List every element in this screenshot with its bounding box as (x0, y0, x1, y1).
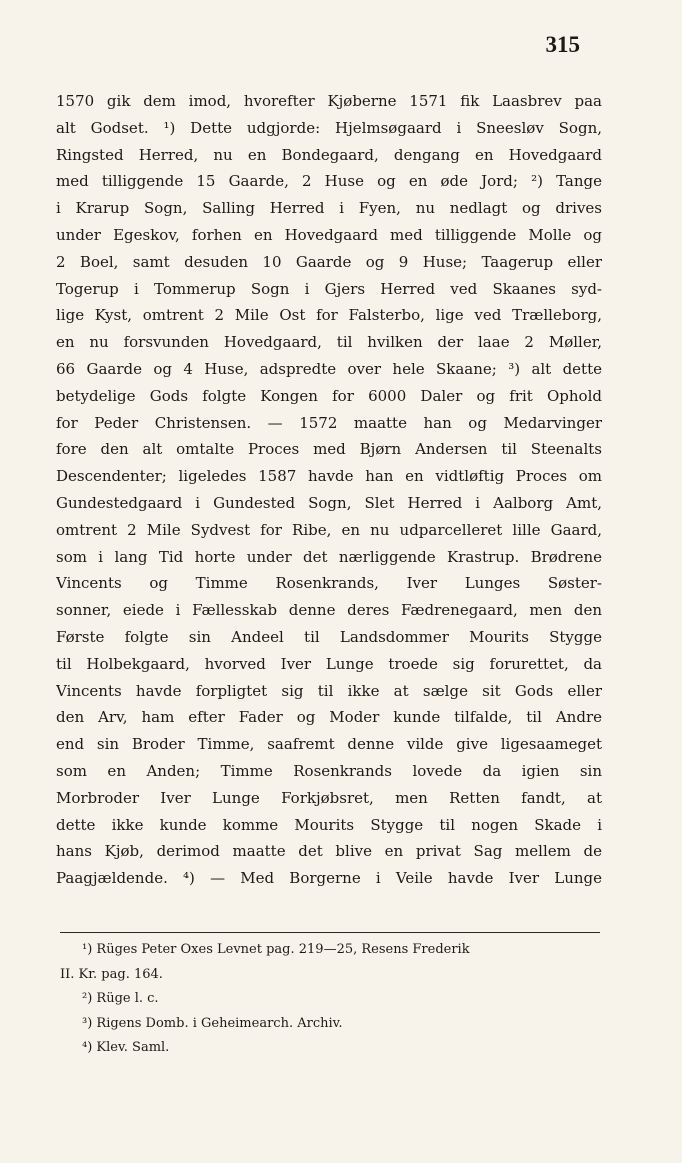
text-line: med tilliggende 15 Gaarde, 2 Huse og en øde Jord; ²) Tange (56, 172, 602, 191)
footnote: ²) Rüge l. c. (82, 991, 159, 1006)
page-number: 315 (545, 32, 580, 57)
footnote: ¹) Rüges Peter Oxes Levnet pag. 219—25, Resens Frederik (82, 942, 470, 957)
text-line: som i lang Tid horte under det nærliggende Krastrup. Brødrene (56, 547, 602, 566)
text-line: lige Kyst, omtrent 2 Mile Ost for Falsterbo, lige ved Trælleborg, (56, 306, 602, 325)
text-line: dette ikke kunde komme Mourits Stygge til nogen Skade i (56, 815, 602, 834)
footnote-divider (60, 932, 600, 933)
text-line: til Holbekgaard, hvorved Iver Lunge troede sig forurettet, da (56, 654, 602, 673)
text-line: fore den alt omtalte Proces med Bjørn Andersen til Steenalts (56, 440, 602, 459)
text-line: en nu forsvunden Hovedgaard, til hvilken der laae 2 Møller, (56, 333, 602, 352)
text-line: Morbroder Iver Lunge Forkjøbsret, men Retten fandt, at (56, 788, 602, 807)
footnotes (60, 938, 600, 1061)
text-line: Vincents havde forpligtet sig til ikke at sælge sit Gods eller (56, 681, 602, 700)
text-line: Første folgte sin Andeel til Landsdommer Mourits Stygge (56, 627, 602, 646)
text-line: end sin Broder Timme, saafremt denne vilde give ligesaameget (56, 735, 602, 754)
footnote: ⁴) Klev. Saml. (82, 1040, 170, 1055)
text-line: 1570 gik dem imod, hvorefter Kjøberne 1571 fik Laasbrev paa (56, 92, 602, 110)
text-line: i Krarup Sogn, Salling Herred i Fyen, nu nedlagt og drives (56, 199, 602, 218)
text-line: den Arv, ham efter Fader og Moder kunde tilfalde, til Andre (56, 708, 602, 727)
footnote: ³) Rigens Domb. i Geheimearch. Archiv. (82, 1015, 343, 1031)
text-line: Descendenter; ligeledes 1587 havde han en vidtløftig Proces om (56, 467, 602, 486)
text-line: alt Godset. ¹) Dette udgjorde: Hjelmsøgaard i Sneesløv Sogn, (56, 118, 602, 137)
text-line: Ringsted Herred, nu en Bondegaard, dengang en Hovedgaard (56, 145, 602, 164)
text-line: som en Anden; Timme Rosenkrands lovede da igien sin (56, 761, 602, 780)
text-line: Togerup i Tommerup Sogn i Gjers Herred ved Skaanes syd- (56, 279, 602, 298)
text-line: for Peder Christensen. — 1572 maatte han og Medarvinger (56, 413, 602, 432)
text-line: Paagjældende. ⁴) — Med Borgerne i Veile havde Iver Lunge (56, 869, 602, 888)
text-line: 2 Boel, samt desuden 10 Gaarde og 9 Huse; Taagerup eller (56, 252, 602, 271)
text-line: hans Kjøb, derimod maatte det blive en privat Sag mellem de (56, 842, 602, 861)
text-line: sonner, eiede i Fællesskab denne deres Fædrenegaard, men den (56, 601, 602, 620)
text-line: under Egeskov, forhen en Hovedgaard med tilliggende Molle og (56, 225, 602, 244)
text-line: omtrent 2 Mile Sydvest for Ribe, en nu udparcelleret lille Gaard, (56, 520, 602, 539)
body-text (56, 88, 602, 892)
text-line: Gundestedgaard i Gundested Sogn, Slet Herred i Aalborg Amt, (56, 493, 602, 512)
footnote-continuation: II. Kr. pag. 164. (60, 966, 163, 982)
text-line: Vincents og Timme Rosenkrands, Iver Lunges Søster- (56, 574, 602, 593)
text-line: 66 Gaarde og 4 Huse, adspredte over hele Skaane; ³) alt dette (56, 359, 602, 378)
text-line: betydelige Gods folgte Kongen for 6000 Daler og frit Ophold (56, 386, 602, 405)
